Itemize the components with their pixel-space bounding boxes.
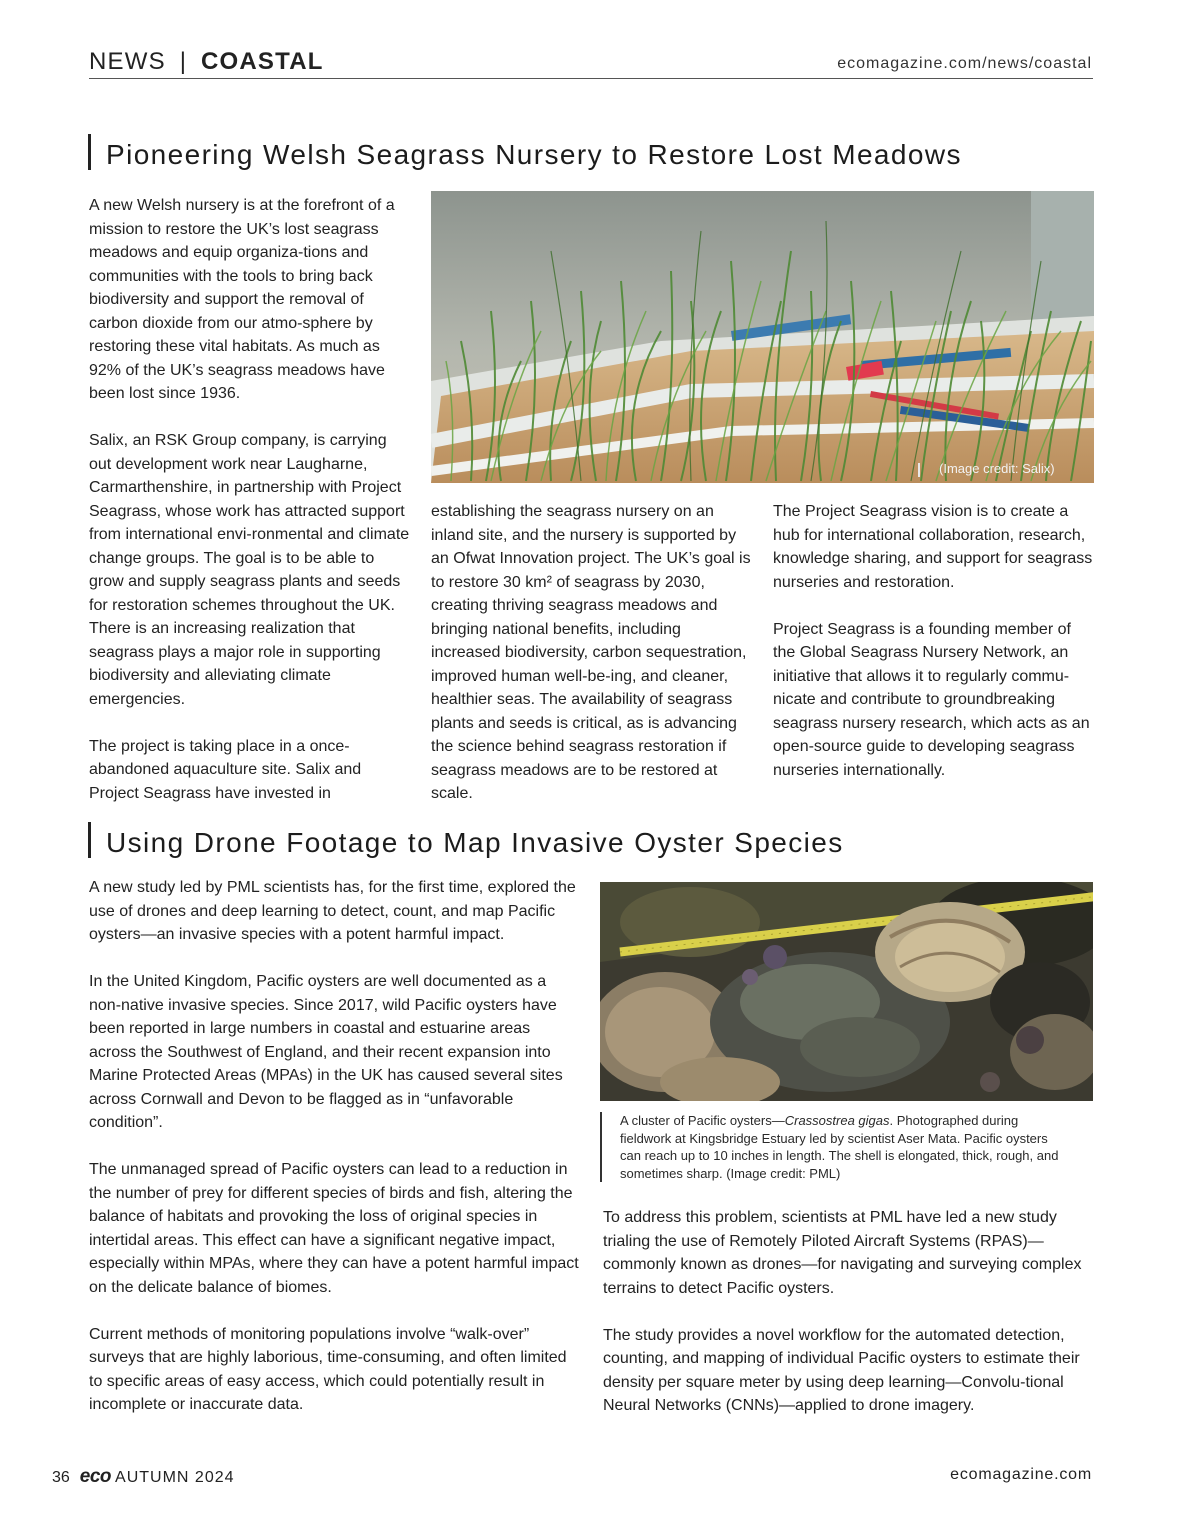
article-1-column-1 [89, 194, 411, 805]
caption-text-rest: . Photographed during fieldwork at Kingsbridge Estuary led by scientist Aser Mata. Pacific oysters can reach up to 10 inches in length. The shell is elongated, thick, rough, and sometimes sharp. (Image credit: PML) [620, 1113, 1059, 1181]
header-divider [89, 78, 1093, 79]
section-name: NEWS [89, 48, 166, 75]
article-1-title-text: Pioneering Welsh Seagrass Nursery to Restore Lost Meadows [106, 139, 962, 170]
paragraph: The project is taking place in a once-abandoned aquaculture site. Salix and Project Seagrass have invested in [89, 737, 362, 802]
image-credit: (Image credit: Salix) [939, 461, 1055, 476]
article-1-title [88, 134, 962, 171]
paragraph: A new Welsh nursery is at the forefront of a mission to restore the UK’s lost seagrass meadows and equip organiza-tions and communities with the tools to bring back biodiversity and support the removal of carbon dioxide from our atmo-sphere by restoring these vital habitats. As much as 92% of the UK’s seagrass meadows have been lost since 1936. [89, 197, 395, 402]
paragraph: A new study led by PML scientists has, for the first time, explored the use of drones and deep learning to detect, count, and map Pacific oysters—an invasive species with a potent harmful impact. [89, 879, 576, 943]
headline-bar [88, 822, 91, 858]
paragraph: In the United Kingdom, Pacific oysters are well documented as a non-native invasive species. Since 2017, wild Pacific oysters have been reported in large numbers in coastal and estuarine areas across the Southwest of England, and their recent expansion into Marine Protected Areas (MPAs) in the UK has caused several sites across Cornwall and Devon to be flagged as in “unfavorable condition”. [89, 973, 563, 1131]
section-url[interactable]: ecomagazine.com/news/coastal [837, 55, 1092, 72]
paragraph: To address this problem, scientists at PML have led a new study trialing the use of Remotely Piloted Aircraft Systems (RPAS)—commonly known as drones—for navigating and surveying complex terrains to detect Pacific oysters. [603, 1209, 1082, 1297]
page-number: 36 [52, 1469, 70, 1486]
article-1-column-3 [773, 500, 1094, 782]
pacific-oyster-photo [600, 882, 1093, 1101]
footer-site[interactable]: ecomagazine.com [950, 1466, 1092, 1483]
issue-label: AUTUMN 2024 [115, 1469, 235, 1486]
oyster-image [600, 882, 1093, 1101]
caption-species: Crassostrea gigas [784, 1113, 890, 1128]
article-1-column-2 [431, 500, 751, 806]
article-2-column-left [89, 876, 581, 1417]
paragraph: The unmanaged spread of Pacific oysters can lead to a reduction in the number of prey for different species of birds and fish, altering the balance of habitats and provoking the loss of original species in intertidal areas. This effect can have a significant negative impact, especially within MPAs, where they can have a potent harmful impact on the delicate balance of biomes. [89, 1161, 579, 1296]
oyster-photo-caption [600, 1112, 1070, 1182]
paragraph: Project Seagrass is a founding member of the Global Seagrass Nursery Network, an initiative that allows it to regularly commu-nicate and contribute to groundbreaking seagrass nursery research, which acts as an open-source guide to developing seagrass nurseries internationally. [773, 620, 1090, 779]
brand-logo: eco [79, 1466, 112, 1487]
caption-text-lead: A cluster of Pacific oysters— [620, 1113, 785, 1128]
article-2-title [88, 822, 844, 859]
section-label [89, 48, 324, 76]
footer-left [52, 1466, 235, 1488]
credit-bar [918, 463, 920, 477]
headline-bar [88, 134, 91, 170]
paragraph: The study provides a novel workflow for the automated detection, counting, and mapping of individual Pacific oysters to estimate their density per square meter by using deep learning—Convolu-tional Neural Networks (CNNs)—applied to drone imagery. [603, 1326, 1080, 1414]
paragraph: establishing the seagrass nursery on an inland site, and the nursery is supported by an Ofwat Innovation project. The UK’s goal is to restore 30 km² of seagrass by 2030, creating thriving seagrass meadows and bringing national benefits, including increased biodiversity, carbon sequestration, improved human well-be-ing, and cleaner, healthier seas. The availability of seagrass plants and seeds is critical, as is advancing the science behind seagrass restoration if seagrass meadows are to be restored at scale. [431, 503, 751, 802]
paragraph: Current methods of monitoring populations involve “walk-over” surveys that are highly laborious, time-consuming, and often limited to specific areas of easy access, which could potentially result in incomplete or inaccurate data. [89, 1325, 567, 1413]
subsection-name: COASTAL [201, 48, 324, 75]
seagrass-image [431, 191, 1094, 483]
paragraph: Salix, an RSK Group company, is carrying out development work near Laugharne, Carmarthenshire, in partnership with Project Seagrass, whose work has attracted support from international envi-ronmental and climate change groups. The goal is to be able to grow and supply seagrass plants and seeds for restoration schemes throughout the UK. There is an increasing realization that seagrass plays a major role in supporting biodiversity and alleviating climate emergencies. [89, 432, 410, 708]
article-2-title-text: Using Drone Footage to Map Invasive Oyster Species [106, 827, 844, 858]
article-2-column-right [603, 1206, 1093, 1418]
section-separator: | [179, 48, 188, 75]
paragraph: The Project Seagrass vision is to create a hub for international collaboration, research, knowledge sharing, and support for seagrass nurseries and restoration. [773, 503, 1093, 591]
seagrass-nursery-photo [431, 191, 1094, 483]
